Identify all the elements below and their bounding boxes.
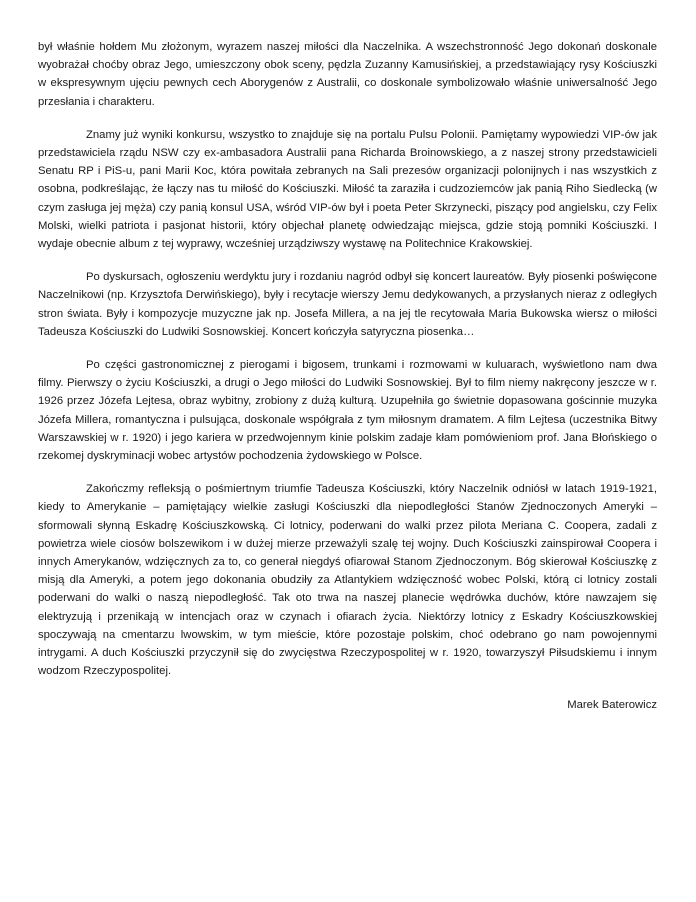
- author-signature: Marek Baterowicz: [567, 698, 657, 711]
- paragraph-concert: Po dyskursach, ogłoszeniu werdyktu jury i rozdaniu nagród odbył się koncert laureatów. Były piosenki poświęcone Naczelnikowi (np. Krzysztofa Derwińskiego), były i recytacje wierszy Jemu dedykowanych, a przysłanych nieraz z odległych stron świata. Były i kompozycje muzyczne jak np. Josefa Millera, a na jej tle recytowała Maria Bukowska wiersz o miłości Tadeusza Kościuszki do Ludwiki Sosnowskiej. Koncert kończyła satyryczna piosenka…: [38, 271, 657, 338]
- paragraph-films: Po części gastronomicznej z pierogami i bigosem, trunkami i rozmowami w kuluarach, wyświetlono nam dwa filmy. Pierwszy o życiu Kościuszki, a drugi o Jego miłości do Ludwiki Sosnowskiej. Był to film niemy nakręcony jeszcze w r. 1926 przez Józefa Lejtesa, obraz wybitny, zrobiony z dużą kulturą. Uzupełniła go świetnie dopasowana gościnnie muzyka Józefa Millera, romantyczna i pulsująca, doskonale współgrała z tym miłosnym dramatem. A film Lejtesa (uczestnika Bitwy Warszawskiej w r. 1920) i jego kariera w przedwojennym kinie polskim zadaje kłam pomówieniom prof. Jana Błońskiego o rzekomej dyskryminacji wobec artystów pochodzenia żydowskiego w Polsce.: [38, 359, 657, 463]
- paragraph-continuation: był właśnie hołdem Mu złożonym, wyrazem naszej miłości dla Naczelnika. A wszechstronność Jego dokonań doskonale wyobrażał choćby obraz Jego, umieszczony obok sceny, pędzla Zuzanny Kamusińskiej, a przedstawiający rysy Kościuszki w ekspresywnym ujęciu pewnych cech Aborygenów z Australii, co doskonale symbolizowało właśnie uniwersalność Jego przesłania i charakteru.: [38, 41, 657, 108]
- paragraph-kosciuszko-squadron: Zakończmy refleksją o pośmiertnym triumfie Tadeusza Kościuszki, który Naczelnik odniósł w latach 1919-1921, kiedy to Amerykanie – pamiętający wielkie zasługi Kościuszki dla niepodległości Stanów Zjednoczonych Ameryki – sformowali słynną Eskadrę Kościuszkowską. Ci lotnicy, poderwani do walki przez pilota Meriana C. Coopera, zadali z powietrza wiele ciosów bolszewikom i w dużej mierze przeważyli szalę tej wojny. Duch Kościuszki zainspirował Coopera i innych Amerykanów, wdzięcznych za to, co generał niegdyś ofiarował Stanom Zjednoczonym. Bóg skierował Kościuszkę z misją dla Ameryki, a potem jego dokonania obudziły za Atlantykiem wdzięczność wobec Polski, którą ci lotnicy zostali poderwani do walki o naszą niepodległość. Tak oto trwa na naszej planecie wędrówka duchów, które nawzajem się elektryzują i przenikają w intencjach oraz w czynach i ofiarach życia. Niektórzy lotnicy z Eskadry Kościuszkowskiej spoczywają na cmentarzu lwowskim, w tym mieście, które pozostaje polskim, choć odebrano go nam powojennymi intrygami. A duch Kościuszki przyczynił się do zwycięstwa Rzeczypospolitej w r. 1920, towarzyszył Piłsudskiemu i innym wodzom Rzeczypospolitej.: [38, 483, 657, 678]
- paragraph-contest-results: Znamy już wyniki konkursu, wszystko to znajduje się na portalu Pulsu Polonii. Pamiętamy wypowiedzi VIP-ów jak przedstawiciela rządu NSW czy ex-ambasadora Australii pana Richarda Broinowskiego, a z naszej strony przedstawicieli Senatu RP i PiS-u, pani Marii Koc, która powitała zebranych na Sali prezesów organizacji polonijnych i nas wszystkich z osobna, podkreślając, że łączy nas tu miłość do Kościuszki. Miłość ta zaraziła i cudzoziemców jak panią Riho Siedlecką (w czym zasługa jej męża) czy panią konsul USA, wśród VIP-ów był i poeta Peter Skrzynecki, piszący pod angielsku, czy Felix Molski, wielki patriota i pasjonat historii, który objechał planetę odwiedzając miejsca, gdzie stoją pomniki Kościuszki. I wydaje obecnie album z tej wyprawy, wcześniej urządziwszy wystawę na Politechnice Krakowskiej.: [38, 128, 657, 251]
- document-page: [38, 38, 657, 714]
